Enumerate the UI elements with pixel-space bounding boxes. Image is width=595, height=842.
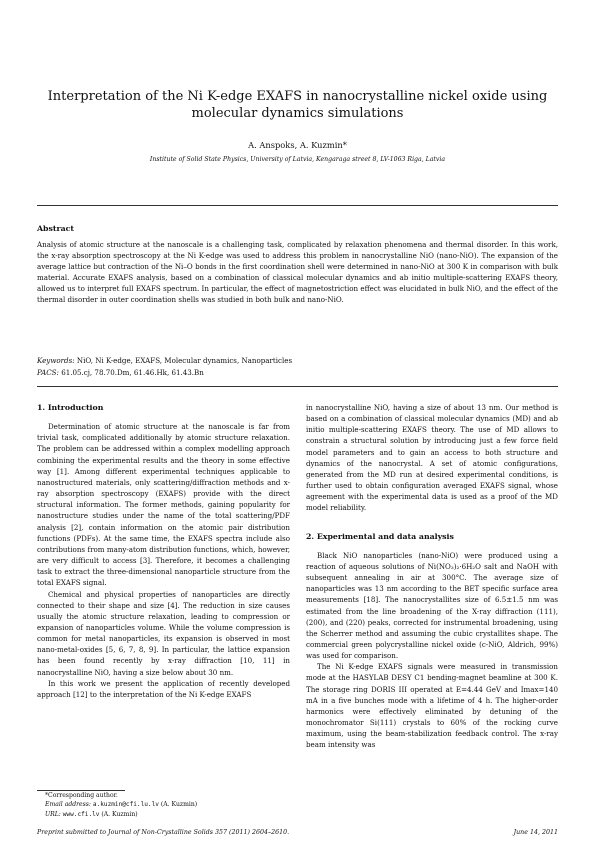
email-link[interactable]: a.kuzmin@cfi.lu.lv [92, 801, 159, 809]
paper-title: Interpretation of the Ni K-edge EXAFS in nanocrystalline nickel oxide using molecular dynamics simulations [47, 89, 548, 121]
right-column [306, 402, 558, 751]
keywords-line [37, 356, 292, 365]
abstract-top-rule [37, 205, 558, 206]
email-label: Email address: [45, 801, 91, 809]
intro-paragraph-3: In this work we present the application of recently developed approach [12] to the interpretation of the Ni K-edge EXAFS [37, 678, 290, 699]
keywords-label: Keywords: [37, 356, 75, 365]
abstract-heading: Abstract [37, 224, 75, 233]
url-label: URL: [45, 810, 61, 818]
authors: A. Anspoks, A. Kuzmin* [248, 140, 347, 150]
intro-paragraph-2: Chemical and physical properties of nanoparticles are directly connected to their shape and size [4]. The reduction in size causes usually the atomic structure relaxation, leading to compression or expansion of nanoparticles volume. While the volume compression is common for metal nanoparticles, its expansion is observed in most nano-metal-oxides [5, 6, 7, 8, 9]. In particular, the lattice expansion has been found recently by x-ray diffraction [10, 11] in nanocrystalline NiO, having a size below about 30 nm. [37, 589, 290, 677]
right-paragraph-1: in nanocrystalline NiO, having a size of about 13 nm. Our method is based on a combination of classical molecular dynamics (MD) and ab initio multiple-scattering EXAFS theory. The use of MD allows to constrain a structural solution by introducing just a few force field model parameters and to gain an access to both structure and dynamics of the nanocrystal. A set of atomic configurations, generated from the MD run at desired experimental conditions, is further used to obtain configuration averaged EXAFS signal, whose agreement with the experimental data is used as a proof of the MD model reliability. [306, 403, 558, 513]
email-name: (A. Kuzmin) [160, 801, 198, 809]
footnote-email-line [37, 800, 197, 809]
preprint-note: Preprint submitted to Journal of Non-Crystalline Solids 357 (2011) 2604–2610. [37, 829, 290, 836]
url-link[interactable]: www.cfi.lv [62, 810, 100, 818]
experimental-heading: 2. Experimental and data analysis [306, 531, 454, 541]
intro-paragraph-1: Determination of atomic structure at the nanoscale is far from trivial task, complicated additionally by atomic structure relaxation. The problem can be addressed within a complex modelling approach combining the experimental results and the theory in some effective way [1]. Among different experimental techniques applicable to nanostructured materials, only scattering/diffraction methods and x-ray absorption spectroscopy (EXAFS) provide with the direct structural information. The former methods, gaining popularity for nanostructure studies under the name of the total scattering/PDF analysis [2], contain information on the atomic pair distribution functions (PDFs). At the same time, the EXAFS spectra include also contributions from many-atom distribution functions, which, however, are very difficult to access [3]. Therefore, it becomes a challenging task to extract the three-dimensional nanoparticle structure from the total EXAFS signal. [37, 422, 290, 588]
keywords: NiO, Ni K-edge, EXAFS, Molecular dynamics, Nanoparticles [76, 356, 293, 365]
intro-heading: 1. Introduction [37, 403, 104, 412]
pacs-label: PACS: [37, 368, 59, 377]
pacs-line [37, 368, 204, 377]
pacs: 61.05.cj, 78.70.Dm, 61.46.Hk, 61.43.Bn [61, 368, 204, 377]
affiliation: Institute of Solid State Physics, University of Latvia, Kengaraga street 8, LV-1063 Riga, Latvia [149, 156, 446, 163]
footnote-corresponding: *Corresponding author. [45, 792, 118, 799]
experimental-paragraph-2: The Ni K-edge EXAFS signals were measured in transmission mode at the HASYLAB DESY C1 bending-magnet beamline at 300 K. The storage ring DORIS III operated at E=4.44 GeV and Imax=140 mA in a five bunches mode with a lifetime of 4 h. The higher-order harmonics were effectively eliminated by detuning of the monochromator Si(111) crystals to 60% of the rocking curve maximum, using the beam-stabilization feedback control. The x-ray beam intensity was [306, 662, 558, 750]
footnote [37, 791, 197, 819]
abstract-text: Analysis of atomic structure at the nanoscale is a challenging task, complicated by relaxation phenomena and thermal disorder. In this work, the x-ray absorption spectroscopy at the Ni K-edge was used to address this problem in nanocrystalline NiO (nano-NiO). The expansion of the average lattice but contraction of the Ni–O bonds in the first coordination shell were determined in nano-NiO at 300 K in comparison with bulk material. Accurate EXAFS analysis, based on a combination of classical molecular dynamics and ab initio multiple-scattering EXAFS theory, allowed us to interpret full EXAFS spectrum. In particular, the effect of magnetostriction effect was elucidated in bulk NiO, and the effect of the thermal disorder in outer coordination shells was studied in both bulk and nano-NiO. [37, 240, 558, 305]
experimental-paragraph-1: Black NiO nanoparticles (nano-NiO) were produced using a reaction of aqueous solutions of Ni(NO₃)₂·6H₂O salt and NaOH with subsequent annealing in air at 300°C. The average size of nanoparticles was 13 nm according to the BET specific surface area measurements [18]. The nanocrystallites size of 6.5±1.5 nm was estimated from the line broadening of the X-ray diffraction (111), (200), and (220) peaks, corrected for instrumental broadening, using the Scherrer method and assuming the cubic crystallites shape. The commercial green polycrystalline nickel oxide (c-NiO, Aldrich, 99%) was used for comparison. [306, 550, 558, 661]
left-column [37, 402, 290, 700]
footnote-url-line [37, 810, 197, 819]
url-name: (A. Kuzmin) [101, 810, 138, 818]
date: June 14, 2011 [513, 829, 558, 836]
abstract-bottom-rule [37, 386, 558, 387]
